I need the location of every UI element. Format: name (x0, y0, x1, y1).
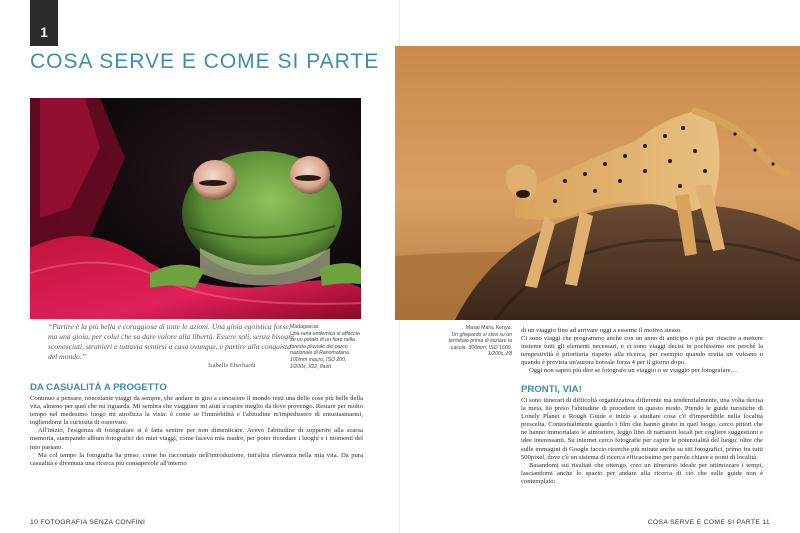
right-intro-text (521, 327, 763, 376)
right-paragraph: Ci sono itinerari di difficoltà organizzativa differente ma tendenzialmente, una volta decisa la meta, ho preso l'abitudine di procedere in questo modo. Prendo le guide turistiche di Lonely Planet e Rough Guide e inizio a studiare cosa c'è d'imperdibile nella località prescelta. Contestualmente guardo i film che hanno girato in quel luogo, cerco pittori che ne hanno immortalato le atmosfere, leggo libri di narratori locali per cogliere suggestioni e idee interessanti. Su internet cerco fotografie per capire le potenzialità del luogo: oltre che sulle immagini di Google faccio ricerche più mirate anche su siti fotografici, primo fra tutti 500pixel, dove c'è un sistema di ricerca efficacissimo per parole chiave e nomi di località. (521, 397, 763, 461)
epigraph-author: Isabelle Eberhardt (208, 362, 256, 369)
left-paragraph: All'inizio, l'esigenza di fotografare si è fatta sentire per non dimenticare. Avevo l'abitudine di sopperire alla scarsa memoria, stampando album fotografici dei miei viaggi, come faceva mia madre, per poter ricordare i luoghi e i momenti del mio passato. (30, 427, 363, 451)
section-heading-pronti: PRONTI, VIA! (521, 384, 582, 395)
cheetah-caption (442, 325, 512, 358)
left-paragraph: Continuo a pensare, nonostante viaggi da sempre, che andare in giro a conoscere il mondo resti una delle cose più belle della vita, almeno per quel che mi riguarda. Mi sembra che viaggiare mi aiuti a capire meglio da dove provengo. Restare per molto tempo nel medesimo luogo mi atrofizza la vista: è come se l'immobilità e l'abitudine m'impedissero di entusiasmarmi, togliendomi la curiosità di osservare. (30, 395, 363, 427)
right-body-text (521, 397, 763, 486)
right-intro-paragraph: Oggi non saprei più dire se fotografo un viaggio o se viaggio per fotografare… (529, 367, 738, 375)
section-heading-casualita: DA CASUALITÀ A PROGETTO (30, 382, 167, 393)
frog-caption-title: Madagascar. (290, 324, 320, 330)
left-folio: 10 FOTOGRAFIA SENZA CONFINI (30, 519, 146, 526)
right-intro-paragraph: di un viaggio fino ad arrivare oggi a esserne il motivo stesso. (521, 327, 682, 334)
cheetah-caption-text: Un ghepardo si stira su un termitaio prima di iniziare la caccia. 300mm, ISO 1600, 1/200s, f/8 (448, 331, 512, 358)
left-body-text (30, 395, 363, 468)
epigraph-quote: “Partire è la più bella e coraggiosa di tutte le azioni. Una gioia egoistica forse, ma una gioia, per colui che sa dare valore alla libertà. Essere soli, senza bisogni, sconosciuti, stranieri e tuttavia sentirsi a casa ovunque, e partire alla conquista del mondo.” (48, 322, 297, 361)
frog-caption (290, 324, 362, 370)
frog-caption-text: Una rana endemica si affaccia su un petalo di un fiore nella foresta pluviale del parco nazionale di Ranomafana. 100mm macro, ISO 200, 1/200s, f/22, flash (290, 330, 360, 370)
frog-illustration (30, 98, 361, 319)
cheetah-illustration (395, 46, 800, 320)
right-folio: COSA SERVE E COME SI PARTE 11 (647, 519, 770, 526)
cheetah-photo (395, 46, 800, 320)
left-paragraph: Ma col tempo la fotografia ha preso, come ho raccontato nell'introduzione, tutt'altra rilevanza nella mia vita. Da pura casualità è diventata una ricerca più consapevole all'interno (30, 451, 363, 467)
right-paragraph: Basandomi sui risultati che ottengo, creo un itinerario ideale per ottimizzare i tempi, lasciandomi anche lo spazio per andare alla ricerca di ciò che sulle guide non è contemplato: (521, 461, 763, 485)
chapter-title: COSA SERVE E COME SI PARTE (30, 50, 380, 73)
frog-photo (30, 98, 361, 319)
chapter-number: 1 (40, 24, 48, 40)
right-intro-paragraph: Ci sono viaggi che programmo anche con un anno di anticipo o più per riuscire a mettere insieme tutti gli elementi necessari, e ci sono viaggi decisi in pochissimo ore perché la tempestività è prioritaria rispetto alla ricerca, per esempio quando erutta un vulcano o quando è prevista un'aurora boreale forza 4 per il giorno dopo. (521, 335, 763, 367)
cheetah-caption-title: Masai Mara, Kenya. (465, 325, 512, 331)
chapter-number-box (30, 0, 58, 46)
right-page (400, 0, 800, 533)
